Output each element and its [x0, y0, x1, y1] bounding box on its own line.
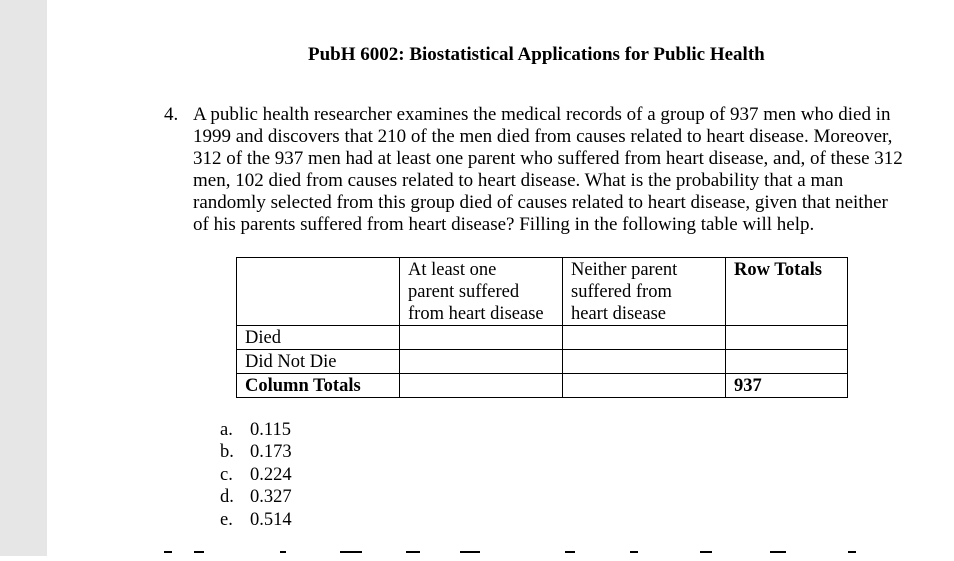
table-cell — [400, 350, 563, 374]
answer-letter: b. — [220, 442, 234, 463]
answer-option — [220, 441, 292, 463]
question-line: A public health researcher examines the medical records of a group of 937 men who died in — [193, 104, 891, 125]
answer-value: 0.224 — [250, 464, 292, 485]
next-question-cutoff-text — [160, 549, 860, 561]
answer-letter: e. — [220, 509, 233, 530]
table-row — [237, 374, 848, 398]
answer-value: 0.115 — [250, 420, 291, 440]
cutoff-glyph — [700, 551, 712, 553]
answer-option — [220, 464, 292, 486]
row-label: Did Not Die — [237, 350, 400, 374]
answer-value: 0.514 — [250, 509, 292, 530]
question-line: randomly selected from this group died of causes related to heart disease, given that neither — [193, 192, 888, 213]
cutoff-glyph — [406, 551, 420, 553]
answer-option — [220, 486, 292, 508]
cutoff-glyph — [630, 551, 638, 553]
table-cell — [726, 326, 848, 350]
grand-total-cell: 937 — [726, 374, 848, 398]
question-line: 1999 and discovers that 210 of the men died from causes related to heart disease. Moreover, — [193, 126, 893, 147]
answer-option — [220, 509, 292, 531]
cutoff-glyph — [460, 551, 480, 553]
cutoff-glyph — [280, 551, 286, 553]
header-at-least-one-parent: At least one parent suffered from heart disease — [400, 258, 563, 326]
table-cell — [563, 374, 726, 398]
cutoff-glyph — [340, 551, 362, 553]
cutoff-glyph — [565, 551, 575, 553]
table-cell — [400, 374, 563, 398]
cutoff-glyph — [194, 551, 204, 553]
contingency-table — [236, 257, 848, 398]
question-line: men, 102 died from causes related to heart disease. What is the probability that a man — [193, 170, 844, 191]
question-line: of his parents suffered from heart disease? Filling in the following table will help. — [193, 214, 815, 235]
table-cell — [563, 326, 726, 350]
header-row-totals: Row Totals — [726, 258, 848, 326]
answer-value: 0.327 — [250, 487, 292, 508]
table-cell — [726, 350, 848, 374]
answer-choices — [220, 419, 292, 531]
cutoff-glyph — [770, 551, 786, 553]
header-neither-parent: Neither parent suffered from heart disease — [563, 258, 726, 326]
table-row — [237, 350, 848, 374]
row-label: Died — [237, 326, 400, 350]
answer-letter: d. — [220, 487, 234, 508]
left-gutter — [0, 0, 47, 556]
answer-letter: c. — [220, 464, 233, 485]
table-header-row — [237, 258, 848, 326]
row-label: Column Totals — [237, 374, 400, 398]
cutoff-glyph — [164, 551, 172, 553]
question-text — [193, 104, 923, 236]
answer-value: 0.173 — [250, 442, 292, 463]
table-cell — [400, 326, 563, 350]
course-title: PubH 6002: Biostatistical Applications for Public Health — [308, 44, 765, 65]
table-cell — [563, 350, 726, 374]
question-line: 312 of the 937 men had at least one parent who suffered from heart disease, and, of these 312 — [193, 148, 903, 169]
table-corner-cell — [237, 258, 400, 326]
question-number: 4. — [164, 104, 179, 125]
table-row — [237, 326, 848, 350]
cutoff-glyph — [848, 551, 856, 553]
answer-letter: a. — [220, 420, 233, 440]
answer-option — [220, 419, 292, 441]
